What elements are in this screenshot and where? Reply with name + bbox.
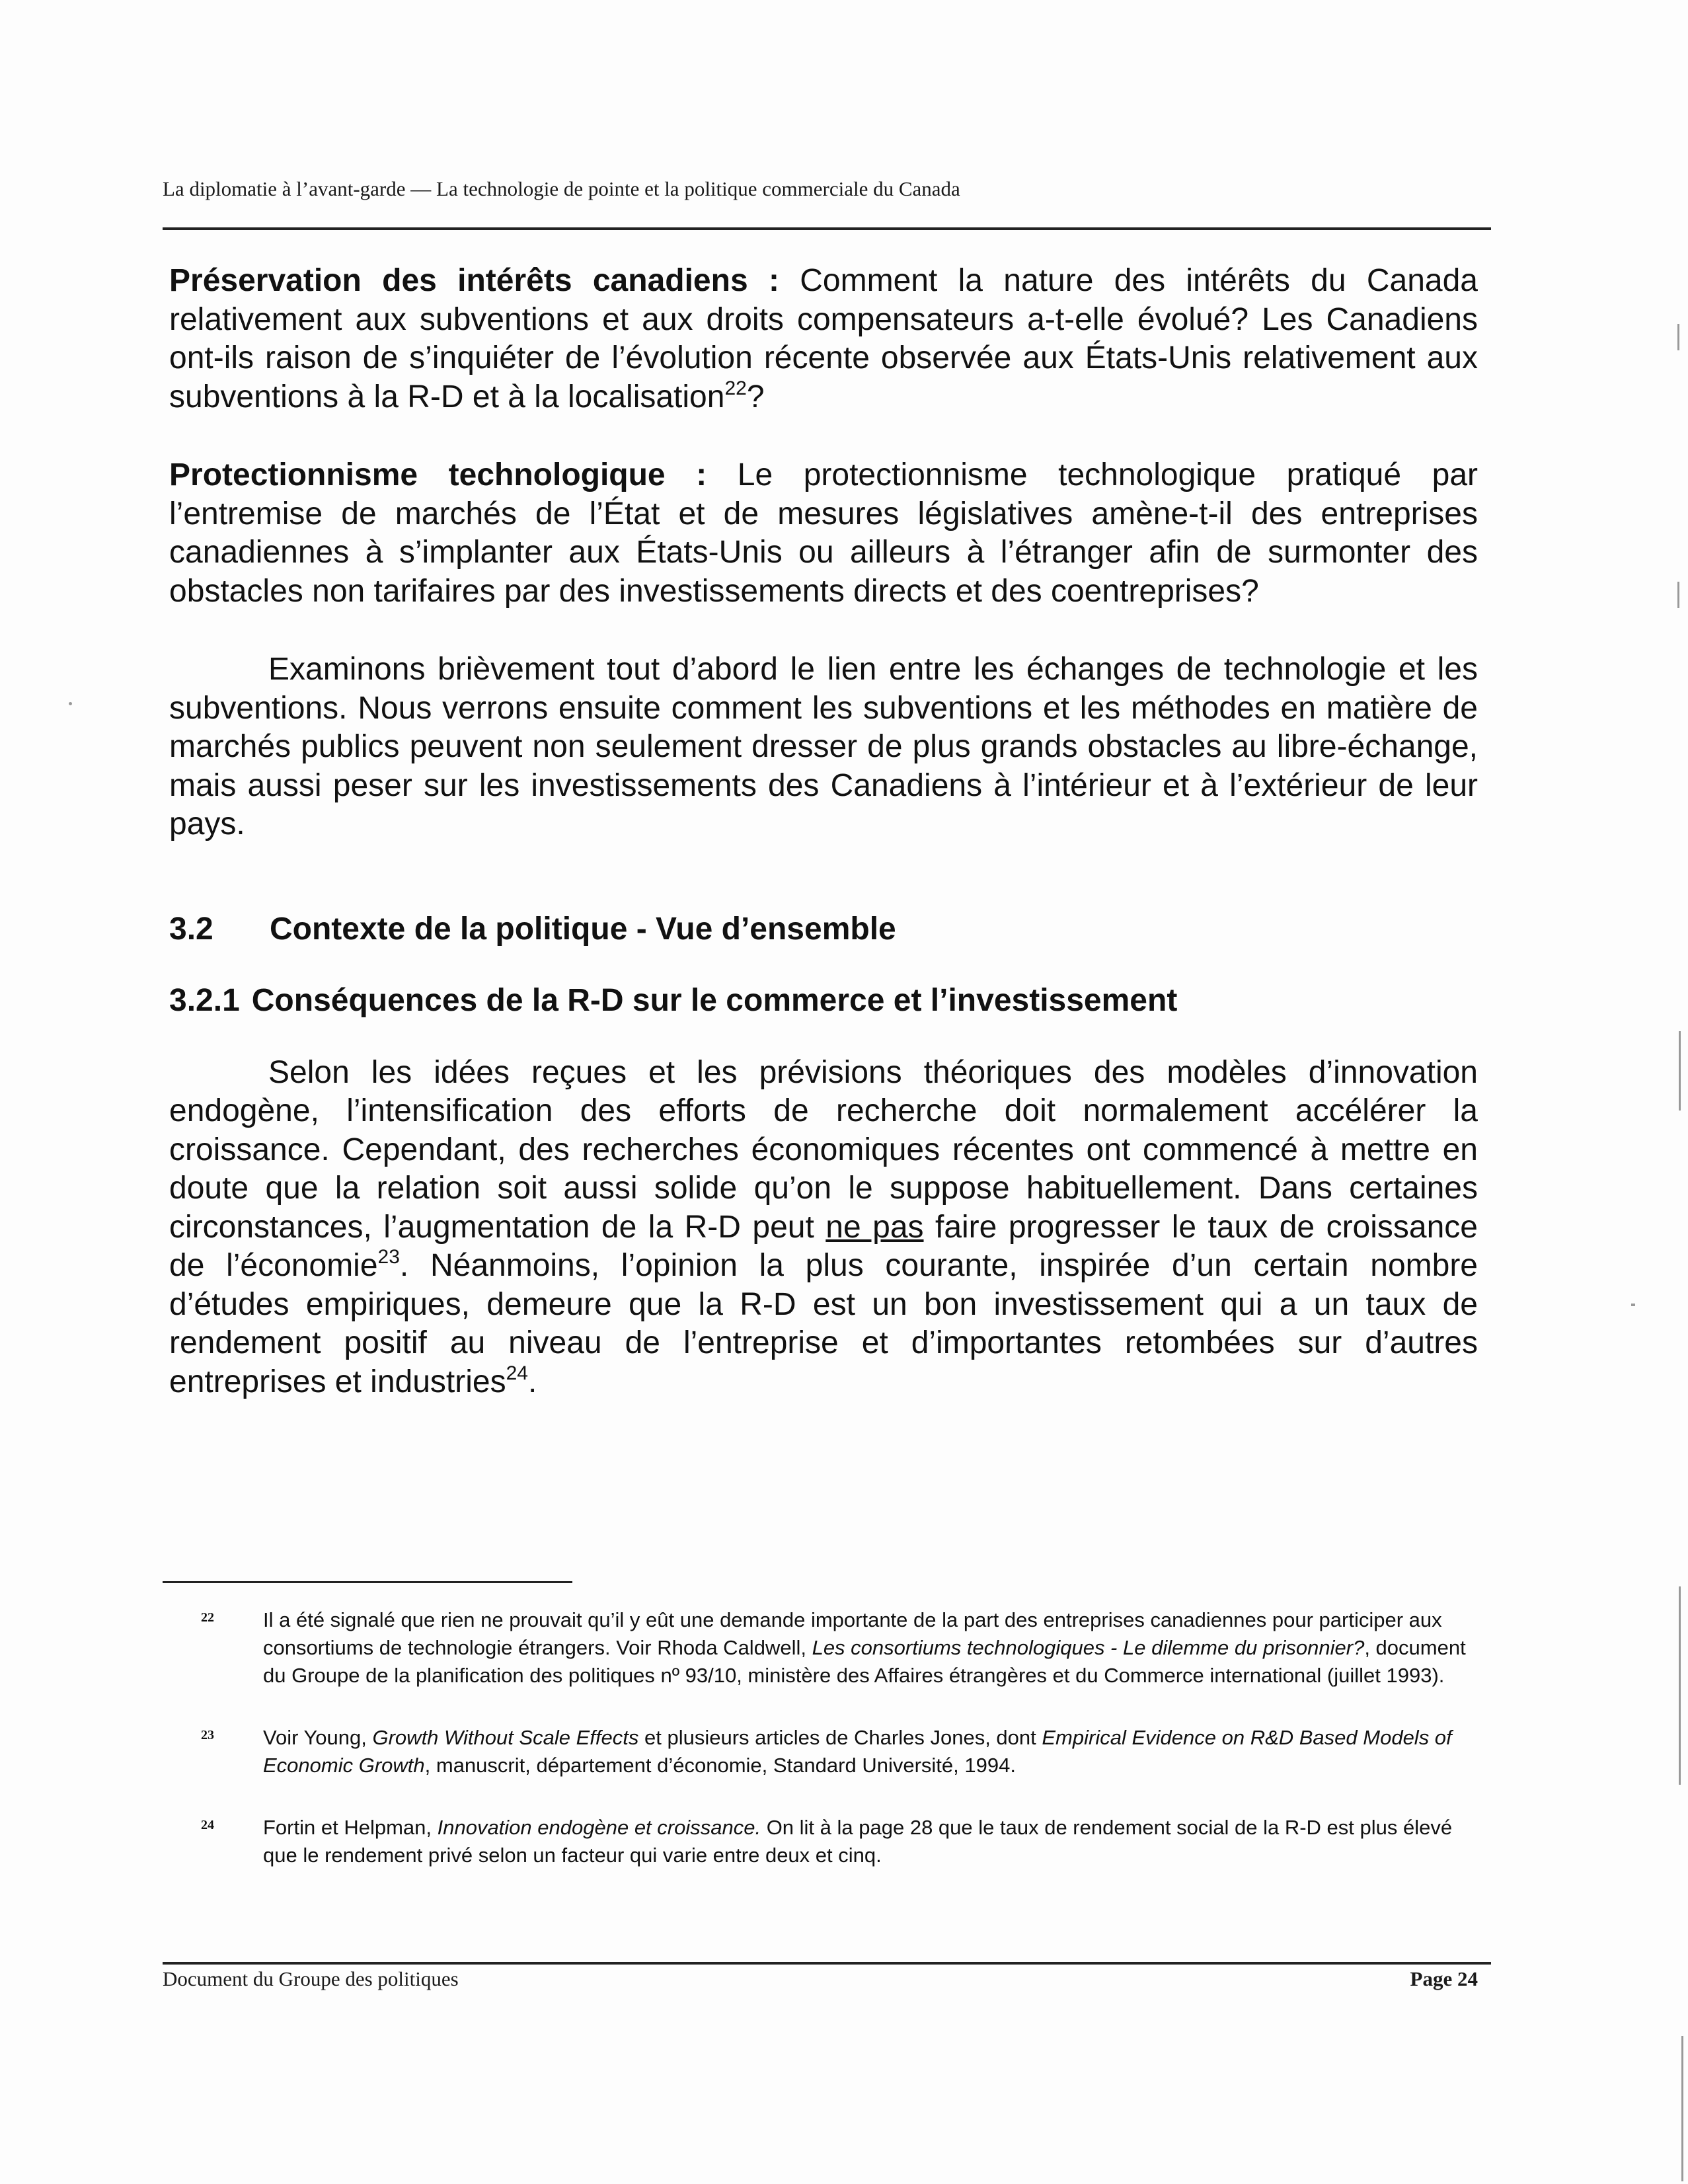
scan-artifact	[1681, 2036, 1683, 2181]
scan-artifact	[1679, 1586, 1681, 1785]
footnote-number: 22	[201, 1610, 214, 1625]
paragraph-rd-consequences	[169, 1054, 1478, 1402]
scan-artifact	[69, 702, 72, 705]
paragraph-text: Le protectionnisme technologique pratiqué par l’entremise de marchés de l’État et de mesures législatives amène-t-il des entreprises canadiennes à s’implanter aux États-Unis ou ailleurs à l’étranger afin de surmonter des obstacles non tarifaires par des investissements directs et des coentreprises?	[169, 457, 1478, 609]
footnote-title: Growth Without Scale Effects	[372, 1726, 639, 1749]
section-title: Conséquences de la R-D sur le commerce et l’investissement	[251, 983, 1178, 1018]
paragraph-text: Selon les idées reçues et les prévisions théoriques des modèles d’innovation endogène, l’intensification des efforts de recherche doit normalement accélérer la croissance. Cependant, des recherches économiques récentes ont commencé à mettre en doute que la relation soit aussi solide qu’on le suppose habituellement. Dans certaines circonstances, l’augmentation de la R-D peut	[169, 1054, 1478, 1245]
footnote-text: Il a été signalé que rien ne prouvait qu’il y eût une demande importante de la part des entreprises canadiennes pour participer aux consortiums de technologie étrangers. Voir Rhoda Caldwell,	[263, 1608, 1442, 1659]
paragraph-overview: Examinons brièvement tout d’abord le lien entre les échanges de technologie et les subventions. Nous verrons ensuite comment les subventions et les méthodes en matière de marchés publics peuvent non seulement dresser de plus grands obstacles au libre-échange, mais aussi peser sur les investissements des Canadiens à l’intérieur et à l’extérieur de leur pays.	[169, 652, 1478, 841]
footnote-text: , manuscrit, département d’économie, Standard Université, 1994.	[424, 1754, 1016, 1777]
footnote-text: On lit à la page 28 que le taux de rendement social de la R-D est plus élevé que le rendement privé selon un facteur qui varie entre deux et cinq.	[263, 1816, 1453, 1867]
footnote-number: 24	[201, 1818, 214, 1832]
footnote-text: , document du Groupe de la planification des politiques nº 93/10, ministère des Affaires étrangères et du Commerce international (juillet 1993).	[263, 1636, 1466, 1687]
footnote-24	[163, 1814, 1478, 1869]
scan-artifact	[1679, 1031, 1681, 1111]
paragraph-end: ?	[746, 379, 765, 414]
footer-document-name: Document du Groupe des politiques	[163, 1967, 459, 1990]
header-rule	[163, 227, 1491, 230]
underlined-text: ne pas	[825, 1209, 924, 1245]
footnote-rule	[163, 1581, 572, 1583]
footnote-title: Les consortiums technologiques - Le dilemme du prisonnier?	[812, 1636, 1365, 1659]
scan-artifact	[1677, 582, 1679, 608]
footnote-ref: 24	[506, 1362, 528, 1384]
scan-artifact	[1631, 1304, 1635, 1306]
paragraph-lead: Protectionnisme technologique :	[169, 457, 707, 492]
footnote-text: et plusieurs articles de Charles Jones, dont	[638, 1726, 1042, 1749]
section-number: 3.2	[169, 911, 213, 947]
section-heading-3-2-1	[169, 982, 1478, 1021]
paragraph-end: .	[527, 1364, 537, 1399]
paragraph-canadian-interests	[169, 262, 1478, 416]
footnote-title: Empirical Evidence on R&D Based Models of Economic Growth	[263, 1726, 1452, 1777]
paragraph-text: . Néanmoins, l’opinion la plus courante, inspirée d’un certain nombre d’études empiriques, demeure que la R-D est un bon investissement qui a un taux de rendement positif au niveau de l’entreprise et d’importantes retombées sur d’autres entreprises et industries	[169, 1248, 1478, 1399]
footnote-text: Voir Young,	[263, 1726, 373, 1749]
section-number: 3.2.1	[169, 983, 240, 1018]
paragraph-text: Comment la nature des intérêts du Canada relativement aux subventions et aux droits compensateurs a-t-elle évolué? Les Canadiens ont-ils raison de s’inquiéter de l’évolution récente observée aux États-Unis relativement aux subventions à la R-D et à la localisation	[169, 263, 1478, 414]
footnote-ref: 23	[377, 1246, 400, 1268]
scan-artifact	[1677, 324, 1679, 350]
page-number: Page 24	[1410, 1967, 1478, 1990]
footnote-22	[163, 1606, 1478, 1690]
footnote-title: Innovation endogène et croissance.	[437, 1816, 761, 1839]
footer-rule	[163, 1962, 1491, 1965]
section-title: Contexte de la politique - Vue d’ensemble	[270, 911, 896, 947]
paragraph-tech-protectionism	[169, 456, 1478, 611]
footnotes	[163, 1606, 1478, 1904]
footnote-ref: 22	[724, 377, 747, 399]
paragraph-text: faire progresser le taux de croissance de l’économie	[169, 1209, 1478, 1283]
body-text	[169, 262, 1478, 1401]
paragraph-lead: Préservation des intérêts canadiens :	[169, 263, 779, 298]
footnote-23	[163, 1724, 1478, 1779]
section-heading-3-2	[169, 910, 1478, 949]
footnote-number: 23	[201, 1728, 214, 1742]
running-header: La diplomatie à l’avant-garde — La technologie de pointe et la politique commerciale du Canada	[163, 177, 960, 200]
footnote-text: Fortin et Helpman,	[263, 1816, 438, 1839]
